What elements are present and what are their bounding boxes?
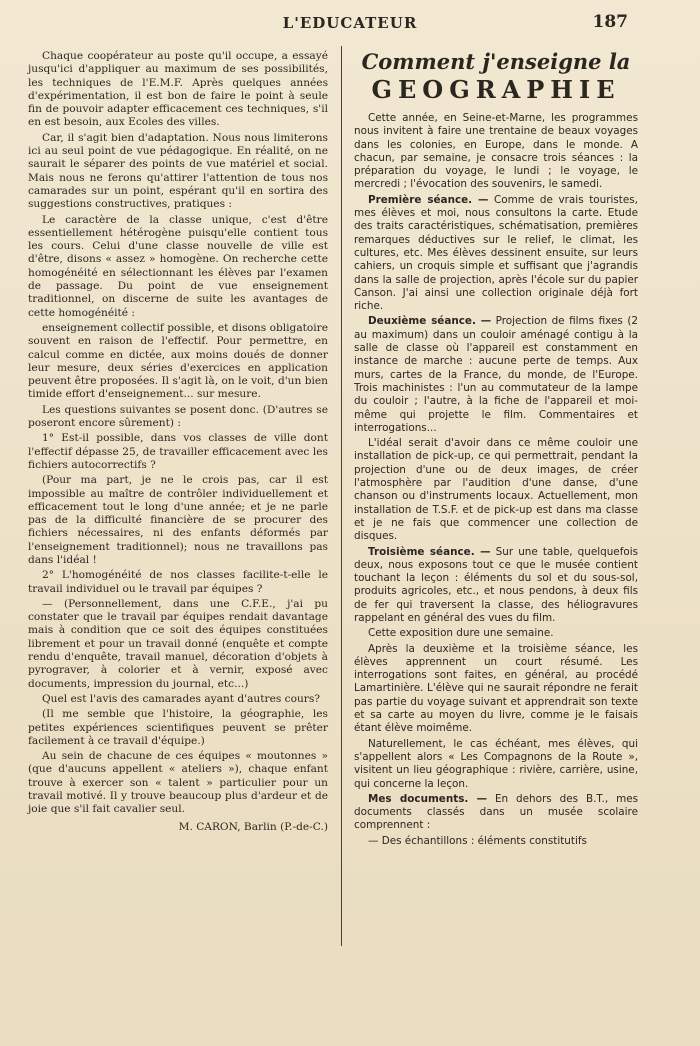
- column-divider: [341, 46, 342, 946]
- paragraph: Chaque coopérateur au poste qu'il occupe, a essayé jusqu'ici d'appliquer au maximum de ses possibilités, les techniques de l'E.M.F. Après quelques années d'expérimentation, il est bon de faire le point à seule fin de pouvoir adapter efficacement ces techniques, s'il en est besoin, aux Ecoles des villes.: [28, 50, 328, 129]
- runin-heading: Troisième séance. —: [368, 545, 491, 558]
- page-header: [0, 8, 700, 36]
- paragraph-text: Cette année, en Seine-et-Marne, les programmes nous invitent à faire une trentaine de beaux voyages dans les colonies, en Europe, dans le monde. A chacun, par semaine, je consacre trois séances : la préparation du voyage, le lundi ; le voyage, le mercredi ; l'évocation des souvenirs, le samedi.: [354, 112, 638, 191]
- paragraph-text: — Des échantillons : éléments constitutifs: [368, 834, 587, 847]
- runin-heading: Mes documents. —: [368, 792, 487, 805]
- paragraph: Les questions suivantes se posent donc. (D'autres se poseront encore sûrement) :: [28, 403, 328, 430]
- article-title-line2: GEOGRAPHIE: [371, 75, 621, 104]
- paragraph-text: Comme de vrais touristes, mes élèves et moi, nous consultons la carte. Etude des traits caractéristiques, schématisation, premières remarques déductives sur le relief, le climat, les cultures, etc. Mes élèves dessinent ensuite, sur leurs cahiers, un croquis simple et suffisant que j'agrandis dans la salle de projection, après l'école sur du papier Canson. J'ai ainsi une collection originale déjà fort riche.: [354, 193, 638, 313]
- paragraph: [354, 643, 638, 736]
- paragraph: (Il me semble que l'histoire, la géographie, les petites expériences scientifiques peuvent se prêter facilement à ce travail d'équipe.): [28, 708, 328, 747]
- paragraph: enseignement collectif possible, et disons obligatoire souvent en raison de l'effectif. Pour permettre, en calcul comme en dictée, aux moins doués de donner leur mesure, deux séries d'exercices en application peuvent être proposées. Il s'agit là, on le voit, d'un bien timide effort d'enseignement... sur mesure.: [28, 321, 328, 401]
- paragraph: [354, 627, 638, 640]
- paragraph: [354, 315, 638, 435]
- paragraph-text: Naturellement, le cas échéant, mes élèves, qui s'appellent alors « Les Compagnons de la Route », visitent un lieu géographique : rivière, carrière, usine, qui concerne la leçon.: [354, 737, 638, 790]
- paragraph: [354, 546, 638, 626]
- paragraph-text: Sur une table, quelquefois deux, nous exposons tout ce que le musée contient touchant la leçon : éléments du sol et du sous-sol, produits agricoles, etc., et nous pendons, à deux fils de fer qui traversent la classe, des héliogravures rappelant en général des vues du film.: [354, 545, 639, 624]
- paragraph: [354, 793, 638, 833]
- paragraph: [354, 112, 638, 192]
- paragraph: [354, 835, 638, 848]
- paragraph-text: L'idéal serait d'avoir dans ce même couloir une installation de pick-up, ce qui permettrait, pendant la projection d'une ou de deux images, de créer l'atmosphère par l'audition d'une danse, d'une chanson ou d'instruments locaux. Actuellement, mon installation de T.S.F. et de pick-up est dans ma classe et je ne fais que commencer une collection de disques.: [354, 437, 638, 543]
- article-title: [354, 50, 638, 104]
- runin-heading: Deuxième séance. —: [368, 315, 492, 328]
- paragraph: 1° Est-il possible, dans vos classes de ville dont l'effectif dépasse 25, de travailler efficacement avec les fichiers autocorrectifs ?: [28, 432, 328, 471]
- runin-heading: Première séance. —: [368, 193, 489, 206]
- left-column: [28, 50, 328, 834]
- paragraph-text: En dehors des B.T., mes documents classés dans un musée scolaire comprennent :: [354, 792, 638, 832]
- paragraph: (Pour ma part, je ne le crois pas, car il est impossible au maître de contrôler individuellement et efficacement tout le long d'une année; et je ne parle pas de la difficulté financière de se procurer des fichiers nécessaires, ni des enfants déformés par l'enseignement traditionnel); nous ne travaillons pas dans l'idéal !: [28, 474, 328, 566]
- paragraph-text: Projection de films fixes (2 au maximum) dans un couloir aménagé contigu à la salle de classe où l'appareil est constamment en instance de marche : aucune perte de temps. Aux murs, cartes de la France, du monde, de l'Europe. Trois machinistes : l'un au commutateur de la lampe du couloir ; l'autre, à la fiche de l'appareil et moi-même qui projette le film. Commentaires et interrogations...: [354, 315, 638, 434]
- right-column: [354, 50, 638, 848]
- paragraph: [354, 738, 638, 791]
- paragraph: — (Personnellement, dans une C.F.E., j'ai pu constater que le travail par équipes rendait davantage mais à condition que ce soit des équipes constituées librement et pour un travail donné (enquête et compte rendu d'enquête, travail manuel, décoration d'objets à pyrograver, à colorier et à vernir, exposé avec documents, impression du journal, etc...): [28, 597, 328, 690]
- paragraph-text: Après la deuxième et la troisième séance, les élèves apprennent un court résumé. Les interrogations sont faites, en général, au procédé Lamartinière. L'élève qui ne saurait répondre ne ferait pas partie du voyage suivant et apprendrait son texte et sa carte au moyen du livre, comme je le faisais étant élève moimême.: [354, 642, 638, 735]
- running-title: L'EDUCATEUR: [282, 14, 418, 32]
- paragraph: Quel est l'avis des camarades ayant d'autres cours?: [42, 692, 320, 705]
- paragraph: [354, 194, 638, 314]
- paragraph: Car, il s'agit bien d'adaptation. Nous nous limiterons ici au seul point de vue pédagogique. En réalité, on ne saurait le séparer des points de vue matériel et social. Mais nous ne ferons qu'attirer l'attention de tous nos camarades sur un point, espérant qu'il en sortira des suggestions constructives, pratiques :: [28, 131, 328, 211]
- paragraph: [354, 437, 638, 543]
- page-number: 187: [592, 12, 628, 32]
- paragraph-text: Cette exposition dure une semaine.: [368, 627, 554, 640]
- paragraph: 2° L'homogénéité de nos classes facilite-t-elle le travail individuel ou le travail par équipes ?: [28, 569, 328, 595]
- paragraph: Le caractère de la classe unique, c'est d'être essentiellement hétérogène puisqu'elle contient tous les cours. Celui d'une classe nouvelle de ville est d'être, disons « assez » homogène. On recherche cette homogénéité en sélectionnant les élèves par l'examen de passage. Du point de vue enseignement traditionnel, on discerne de suite les avantages de cette homogénéité :: [28, 213, 328, 319]
- author-signature: M. CARON, Barlin (P.-de-C.): [178, 820, 328, 833]
- article-title-line1: Comment j'enseigne la: [361, 49, 631, 74]
- paragraph: Au sein de chacune de ces équipes « moutonnes » (que d'aucuns appellent « ateliers »), chaque enfant trouve à exercer son « talent » particulier pour un travail motivé. Il y trouve beaucoup plus d'ardeur et de joie que s'il fait cavalier seul.: [28, 750, 328, 816]
